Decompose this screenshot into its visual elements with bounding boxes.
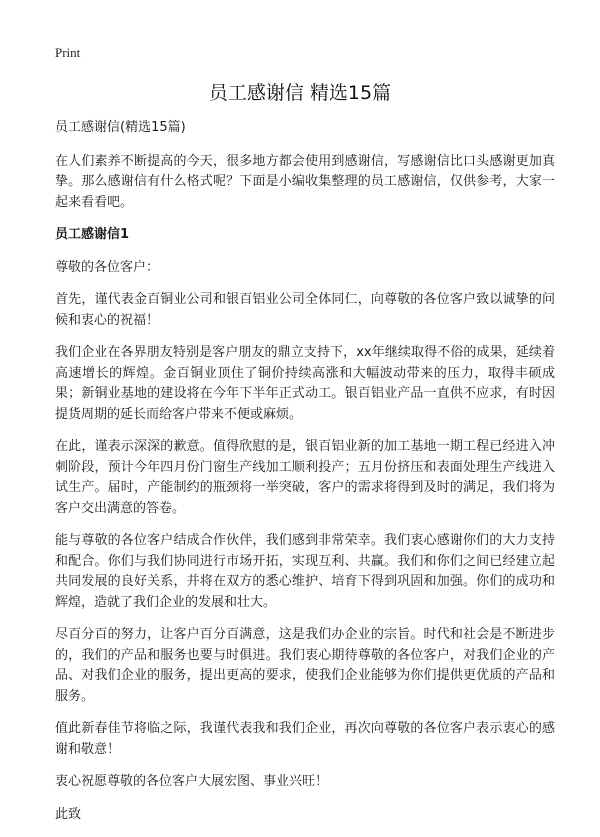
salutation: 尊敬的各位客户： bbox=[55, 259, 160, 275]
body-paragraph: 在此，谨表示深深的歉意。值得欣慰的是，银百铝业新的加工基地一期工程已经进入冲刺阶段，预计今年四月份门窗生产线加工顺利投产；五月份挤压和表面处理生产线进入试生产。届时，产能制约的瓶颈将一举突破，客户的需求将得到及时的满足，我们将为客户交出满意的答卷。 bbox=[55, 439, 555, 516]
intro-paragraph: 在人们素养不断提高的今天，很多地方都会使用到感谢信，写感谢信比口头感谢更加真挚。那么感谢信有什么格式呢？下面是小编收集整理的员工感谢信，仅供参考，大家一起来看看吧。 bbox=[55, 153, 555, 210]
document-body bbox=[55, 118, 555, 837]
document-subtitle: 员工感谢信(精选15篇) bbox=[55, 120, 186, 135]
closing-line: 此致 bbox=[55, 806, 82, 822]
body-paragraph: 首先，谨代表金百铜业公司和银百铝业公司全体同仁，向尊敬的各位客户致以诚挚的问候和衷心的祝福！ bbox=[55, 292, 555, 328]
body-paragraph: 能与尊敬的各位客户结成合作伙伴，我们感到非常荣幸。我们衷心感谢你们的大力支持和配合。你们与我们协同进行市场开拓，实现互利、共赢。我们和你们之间已经建立起共同发展的良好关系，并将在双方的悉心维护、培育下得到巩固和加强。你们的成功和辉煌，造就了我们企业的发展和壮大。 bbox=[55, 533, 555, 610]
body-paragraph: 衷心祝愿尊敬的各位客户大展宏图、事业兴旺！ bbox=[55, 774, 329, 789]
page-title: 员工感谢信 精选15篇 bbox=[208, 82, 392, 104]
body-paragraph: 值此新春佳节将临之际，我谨代表我和我们企业，再次向尊敬的各位客户表示衷心的感谢和敬意！ bbox=[55, 721, 555, 757]
print-link[interactable]: Print bbox=[55, 45, 81, 60]
section-heading: 员工感谢信1 bbox=[55, 227, 130, 242]
body-paragraph: 尽百分百的努力，让客户百分百满意，这是我们办企业的宗旨。时代和社会是不断进步的，我们的产品和服务也要与时俱进。我们衷心期待尊敬的各位客户，对我们企业的产品、对我们企业的服务，提出更高的要求，使我们企业能够为你们提供更优质的产品和服务。 bbox=[55, 627, 555, 704]
body-paragraph: 我们企业在各界朋友特别是客户朋友的鼎立支持下，xx年继续取得不俗的成果，延续着高速增长的辉煌。金百铜业顶住了铜价持续高涨和大幅波动带来的压力，取得丰硕成果；新铜业基地的建设将在今年下半年正式动工。银百铝业产品一直供不应求，有时因提货周期的延长而给客户带来不便或麻烦。 bbox=[55, 345, 555, 422]
